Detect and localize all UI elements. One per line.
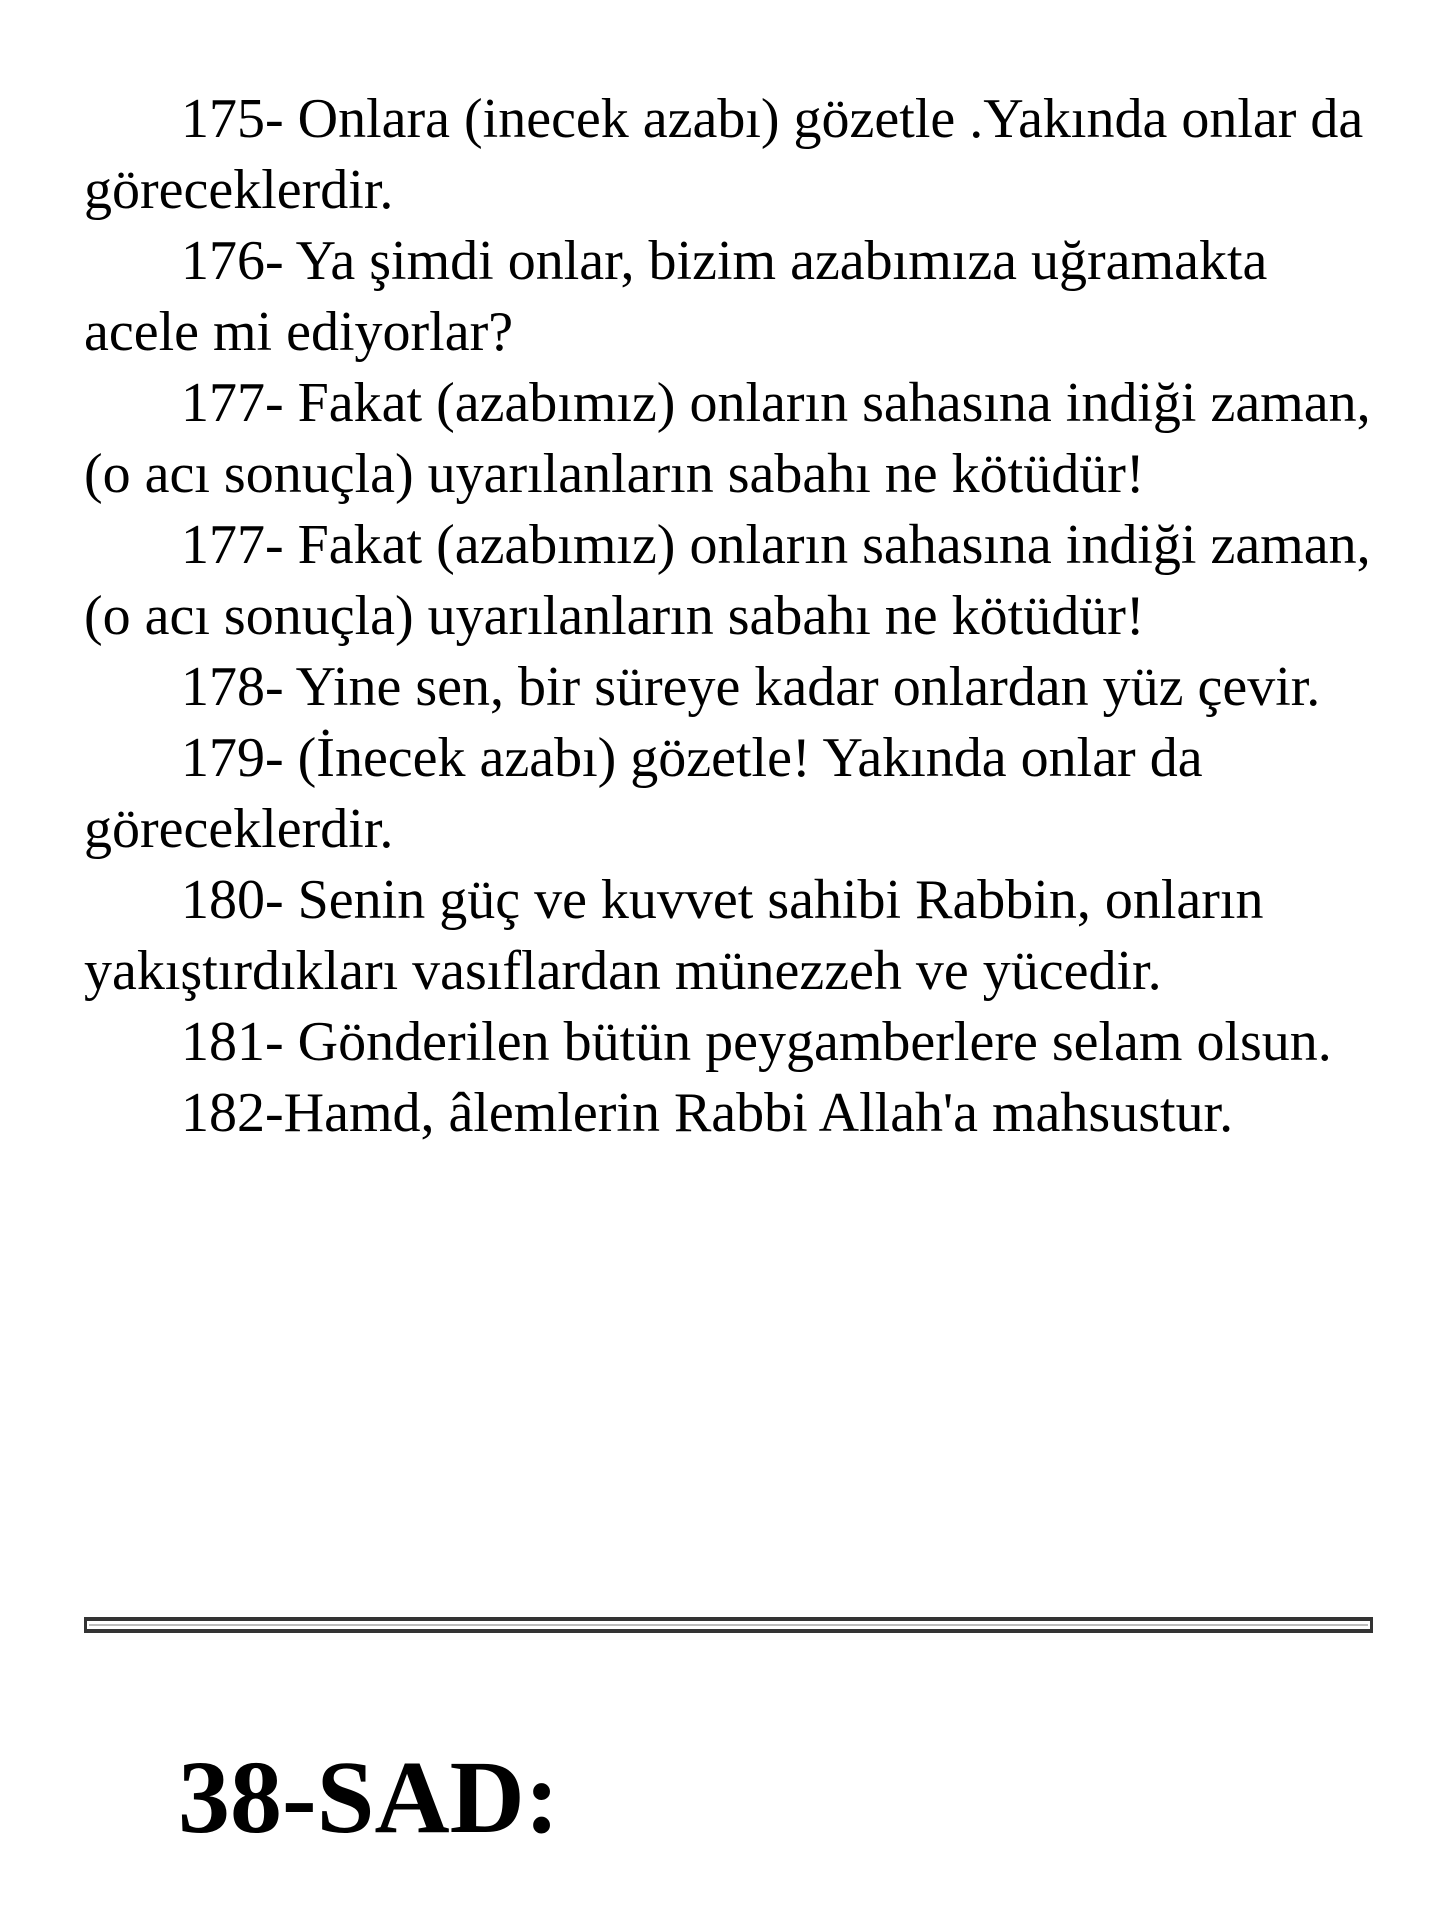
verse-178: 178- Yine sen, bir süreye kadar onlardan yüz çevir. xyxy=(181,656,1321,718)
verse-177: 177- Fakat (azabımız) onların sahasına indiği zaman, (o acı sonuçla) uyarılanların sabahı ne kötüdür! xyxy=(84,372,1371,505)
verse-181: 181- Gönderilen bütün peygamberlere selam olsun. xyxy=(181,1011,1332,1073)
verse-177-repeat: 177- Fakat (azabımız) onların sahasına indiği zaman, (o acı sonuçla) uyarılanların sabahı ne kötüdür! xyxy=(84,514,1371,647)
section-divider xyxy=(84,1617,1373,1633)
verse-179: 179- (İnecek azabı) gözetle! Yakında onlar da göreceklerdir. xyxy=(84,727,1203,860)
verse-175: 175- Onlara (inecek azabı) gözetle .Yakında onlar da göreceklerdir. xyxy=(84,88,1364,221)
verse-176: 176- Ya şimdi onlar, bizim azabımıza uğramakta acele mi ediyorlar? xyxy=(84,230,1268,363)
section-title: 38-SAD: xyxy=(178,1740,560,1855)
verse-180: 180- Senin güç ve kuvvet sahibi Rabbin, onların yakıştırdıkları vasıflardan münezzeh ve yücedir. xyxy=(84,869,1264,1002)
verse-182: 182-Hamd, âlemlerin Rabbi Allah'a mahsustur. xyxy=(181,1082,1234,1144)
verse-list xyxy=(84,84,1384,1149)
